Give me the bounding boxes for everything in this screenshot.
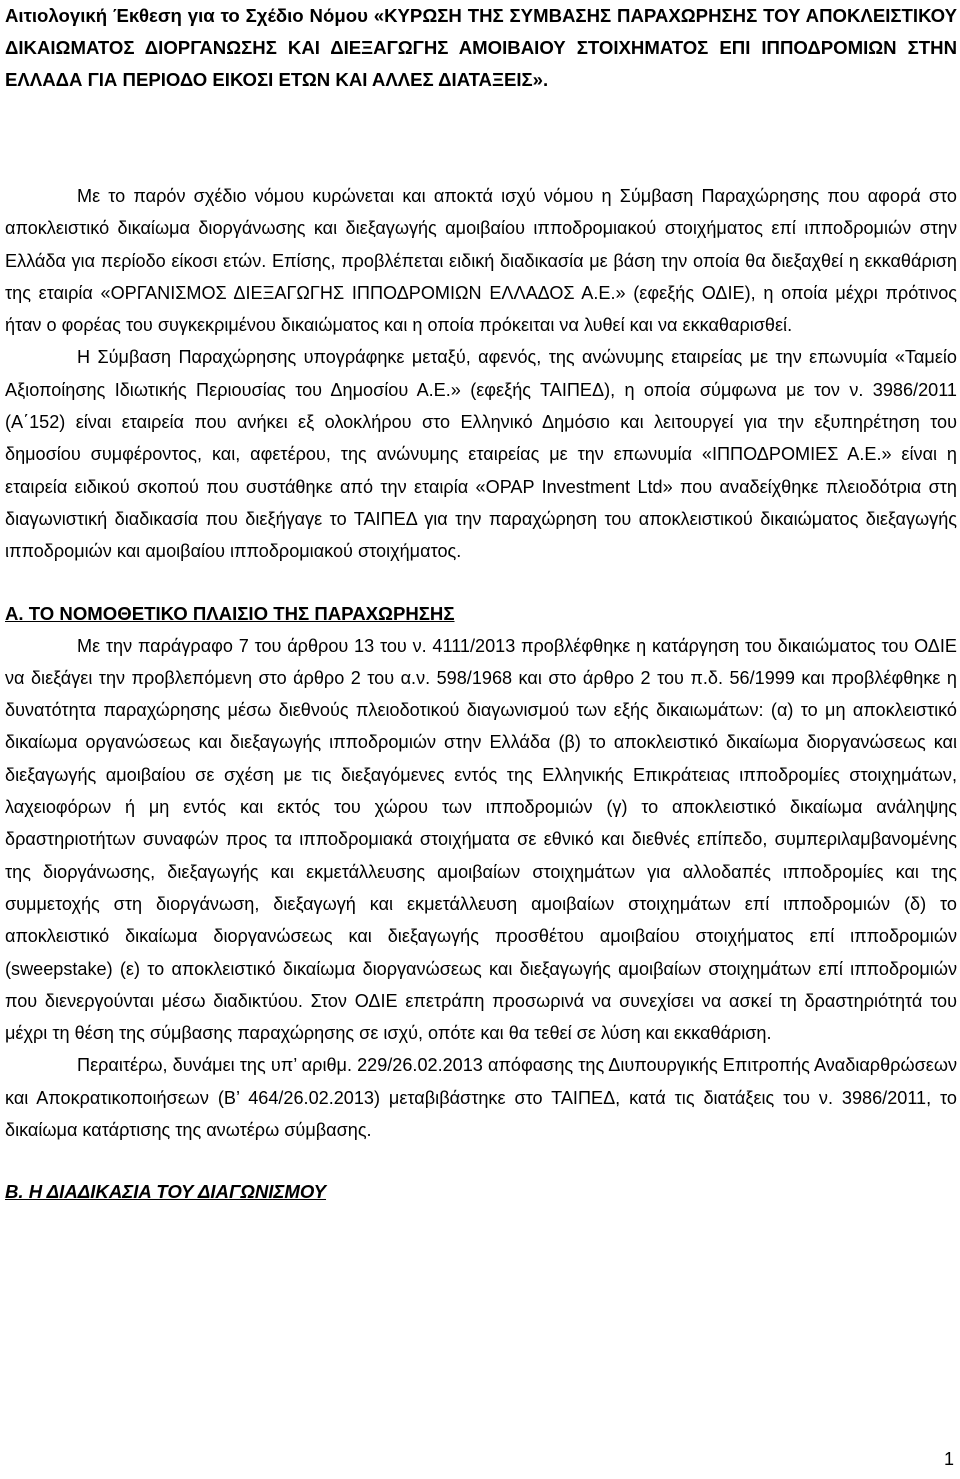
document-title: Αιτιολογική Έκθεση για το Σχέδιο Νόμου «ΚΥΡΩΣΗ ΤΗΣ ΣΥΜΒΑΣΗΣ ΠΑΡΑΧΩΡΗΣΗΣ ΤΟΥ ΑΠΟΚΛΕΙΣΤΙΚΟΥ ΔΙΚΑΙΩΜΑΤΟΣ ΔΙΟΡΓΑΝΩΣΗΣ ΚΑΙ ΔΙΕΞΑΓΩΓΗΣ ΑΜΟΙΒΑΙΟΥ ΣΤΟΙΧΗΜΑΤΟΣ ΕΠΙ ΙΠΠΟΔΡΟΜΙΩΝ ΣΤΗΝ ΕΛΛΑΔΑ ΓΙΑ ΠΕΡΙΟΔΟ ΕΙΚΟΣΙ ΕΤΩΝ ΚΑΙ ΑΛΛΕΣ ΔΙΑΤΑΞΕΙΣ». [5, 5, 957, 90]
section-a-paragraph-2: Περαιτέρω, δυνάμει της υπ’ αριθμ. 229/26.02.2013 απόφασης της Διυπουργικής Επιτροπής Αναδιαρθρώσεων και Αποκρατικοποιήσεων (Β’ 464/26.02.2013) μεταβιβάστηκε στο ΤΑΙΠΕΔ, κατά τις διατάξεις του ν. 3986/2011, το δικαίωμα κατάρτισης της ανωτέρω σύμβασης. [5, 1055, 957, 1141]
section-a-heading: Α. ΤΟ ΝΟΜΟΘΕΤΙΚΟ ΠΛΑΙΣΙΟ ΤΗΣ ΠΑΡΑΧΩΡΗΣΗΣ [5, 602, 455, 624]
intro-paragraph-2: Η Σύμβαση Παραχώρησης υπογράφηκε μεταξύ, αφενός, της ανώνυμης εταιρείας με την επωνυμία «Ταμείο Αξιοποίησης Ιδιωτικής Περιουσίας του Δημοσίου Α.Ε.» (εφεξής ΤΑΙΠΕΔ), η οποία σύμφωνα με τον ν. 3986/2011 (Α΄152) είναι εταιρεία που ανήκει εξ ολοκλήρου στο Ελληνικό Δημόσιο και λειτουργεί για την εξυπηρέτηση του δημοσίου συμφέροντος, και, αφετέρου, της ανώνυμης εταιρείας με την επωνυμία «ΙΠΠΟΔΡΟΜΙΕΣ Α.Ε.» είναι η εταιρεία ειδικού σκοπού που συστάθηκε από την εταιρία «OPAP Investment Ltd» που αναδείχθηκε πλειοδότρια στη διαγωνιστική διαδικασία που διεξήγαγε το ΤΑΙΠΕΔ για την παραχώρηση του αποκλειστικού δικαιώματος διεξαγωγής ιπποδρομιών και αμοιβαίου ιπποδρομιακού στοιχήματος. [5, 347, 957, 562]
section-b-heading: Β. Η ΔΙΑΔΙΚΑΣΙΑ ΤΟΥ ΔΙΑΓΩΝΙΣΜΟΥ [5, 1181, 327, 1203]
intro-paragraph-1: Με το παρόν σχέδιο νόμου κυρώνεται και αποκτά ισχύ νόμου η Σύμβαση Παραχώρησης που αφορά στο αποκλειστικό δικαίωμα διοργάνωσης και διεξαγωγής αμοιβαίου ιπποδρομιακού στοιχήματος επί ιπποδρομιών στην Ελλάδα για περίοδο είκοσι ετών. Επίσης, προβλέπεται ειδική διαδικασία με βάση την οποία θα διεξαχθεί η εκκαθάριση της εταιρία «ΟΡΓΑΝΙΣΜΟΣ ΔΙΕΞΑΓΩΓΗΣ ΙΠΠΟΔΡΟΜΙΩΝ ΕΛΛΑΔΟΣ Α.Ε.» (εφεξής ΟΔΙΕ), η οποία μέχρι πρότινος ήταν ο φορέας του συγκεκριμένου δικαιώματος και η οποία πρόκειται να λυθεί και να εκκαθαρισθεί. [5, 186, 957, 336]
section-a-paragraph-1: Με την παράγραφο 7 του άρθρου 13 του ν. 4111/2013 προβλέφθηκε η κατάργηση του δικαιώματος του ΟΔΙΕ να διεξάγει την προβλεπόμενη στο άρθρο 2 του α.ν. 598/1968 και στο άρθρο 2 του π.δ. 56/1999 και προβλέφθηκε η δυνατότητα παραχώρησης μέσω διεθνούς πλειοδοτικού διαγωνισμού των εξής δικαιωμάτων: (α) το μη αποκλειστικό δικαίωμα οργανώσεως και διεξαγωγής ιπποδρομιών στην Ελλάδα (β) το αποκλειστικό δικαίωμα διοργανώσεως και διεξαγωγής αμοιβαίου σε σχέση με τις διεξαγόμενες εντός της Ελληνικής Επικράτειας ιπποδρομίες στοιχημάτων, λαχειοφόρων ή μη εντός και εκτός του χώρου των ιπποδρομιών (γ) το αποκλειστικό δικαίωμα ανάληψης δραστηριοτήτων συναφών προς τα ιπποδρομιακά στοιχήματα σε εθνικό και διεθνές επίπεδο, συμπεριλαμβανομένης της διοργάνωσης, διεξαγωγής και εκμετάλλευσης αμοιβαίων στοιχημάτων για αλλοδαπές ιπποδρομίες και της συμμετοχής στη διοργάνωση, διεξαγωγή και εκμετάλλευση αμοιβαίων στοιχημάτων επί ιπποδρομιών (δ) το αποκλειστικό δικαίωμα διοργανώσεως και διεξαγωγής προσθέτου αμοιβαίου στοιχήματος επί ιπποδρομιών (sweepstake) (ε) το αποκλειστικό δικαίωμα διοργανώσεως και διεξαγωγής αμοιβαίων στοιχημάτων επί ιπποδρομιών που διενεργούνται μέσω διαδικτύου. Στον ΟΔΙΕ επετράπη προσωρινά να συνεχίσει να ασκεί τη δραστηριότητά του μέχρι τη θέση της σύμβασης παραχώρησης σε ισχύ, οπότε και θα τεθεί σε λύση και εκκαθάριση. [5, 635, 957, 1044]
document-page [5, 0, 957, 1208]
page-number: 1 [943, 1449, 954, 1469]
